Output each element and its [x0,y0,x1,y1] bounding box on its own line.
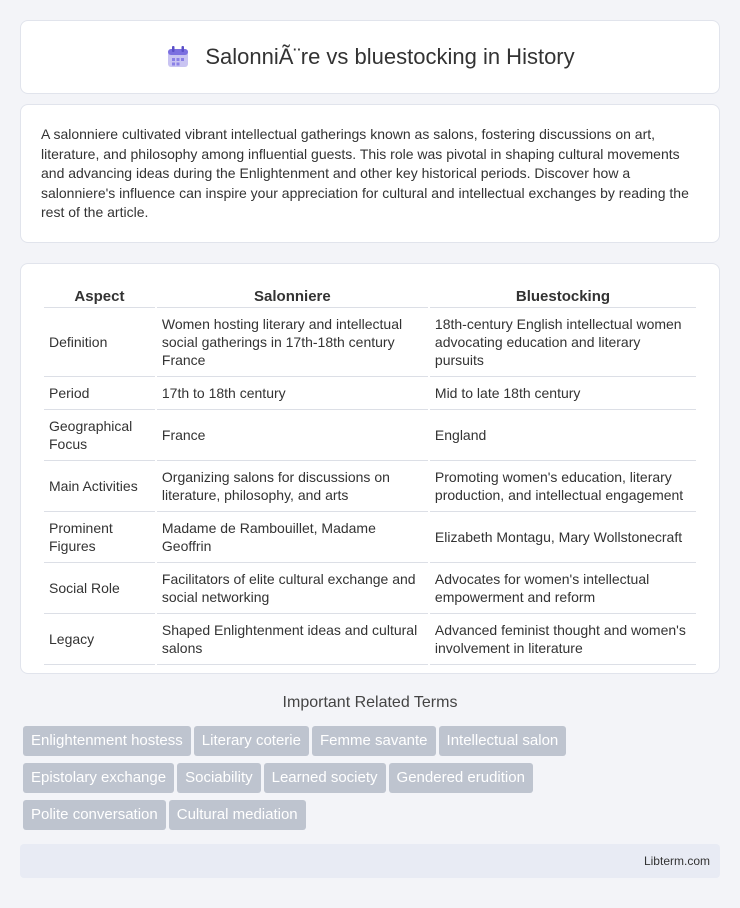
header-bluestocking: Bluestocking [430,282,696,308]
row-aspect: Prominent Figures [44,512,155,563]
row-aspect: Period [44,377,155,410]
calendar-icon [165,44,191,70]
footer [20,844,720,878]
related-term-tag[interactable]: Gendered erudition [389,763,533,793]
footer-brand-link[interactable]: Libterm.com [643,854,710,868]
page-title: SalonniÃ¨re vs bluestocking in History [205,44,575,69]
intro-text: A salonniere cultivated vibrant intellectual gatherings known as salons, fostering discussions on art, literature, and philosophy among influential guests. This role was pivotal in shaping cultural movements and advancing ideas during the Enlightenment and other key historical periods. Discover how a salonniere's influence can inspire your appreciation for cultural and intellectual exchanges by reading the rest of the article. [41,126,689,220]
row-bluestocking: Mid to late 18th century [430,377,696,410]
row-aspect: Geographical Focus [44,410,155,461]
row-salonniere: France [157,410,428,461]
row-bluestocking: Elizabeth Montagu, Mary Wollstonecraft [430,512,696,563]
related-term-tag[interactable]: Literary coterie [194,726,309,756]
table-row [44,563,696,614]
header-aspect: Aspect [44,282,155,308]
row-salonniere: 17th to 18th century [157,377,428,410]
table-row [44,512,696,563]
related-terms-title: Important Related Terms [282,694,458,711]
related-term-tag[interactable]: Enlightenment hostess [23,726,191,756]
related-term-tag[interactable]: Cultural mediation [169,800,306,830]
row-salonniere: Shaped Enlightenment ideas and cultural salons [157,614,428,665]
row-salonniere: Women hosting literary and intellectual social gatherings in 17th-18th century France [157,308,428,377]
table-row [44,308,696,377]
row-aspect: Legacy [44,614,155,665]
row-aspect: Social Role [44,563,155,614]
table-header-row [44,282,696,308]
related-terms-list [23,726,723,837]
row-salonniere: Madame de Rambouillet, Madame Geoffrin [157,512,428,563]
comparison-table-card [20,263,720,674]
row-aspect: Main Activities [44,461,155,512]
related-term-tag[interactable]: Intellectual salon [439,726,567,756]
row-bluestocking: England [430,410,696,461]
row-bluestocking: Advanced feminist thought and women's involvement in literature [430,614,696,665]
row-aspect: Definition [44,308,155,377]
title-card [20,20,720,94]
related-term-tag[interactable]: Femme savante [312,726,436,756]
intro-card [20,104,720,243]
table-row [44,614,696,665]
comparison-table [42,282,698,665]
related-term-tag[interactable]: Epistolary exchange [23,763,174,793]
related-term-tag[interactable]: Polite conversation [23,800,166,830]
header-salonniere: Salonniere [157,282,428,308]
row-bluestocking: Promoting women's education, literary production, and intellectual engagement [430,461,696,512]
row-salonniere: Facilitators of elite cultural exchange and social networking [157,563,428,614]
table-row [44,410,696,461]
row-bluestocking: Advocates for women's intellectual empowerment and reform [430,563,696,614]
row-bluestocking: 18th-century English intellectual women advocating education and literary pursuits [430,308,696,377]
related-term-tag[interactable]: Sociability [177,763,261,793]
table-row [44,377,696,410]
table-row [44,461,696,512]
row-salonniere: Organizing salons for discussions on literature, philosophy, and arts [157,461,428,512]
related-term-tag[interactable]: Learned society [264,763,386,793]
